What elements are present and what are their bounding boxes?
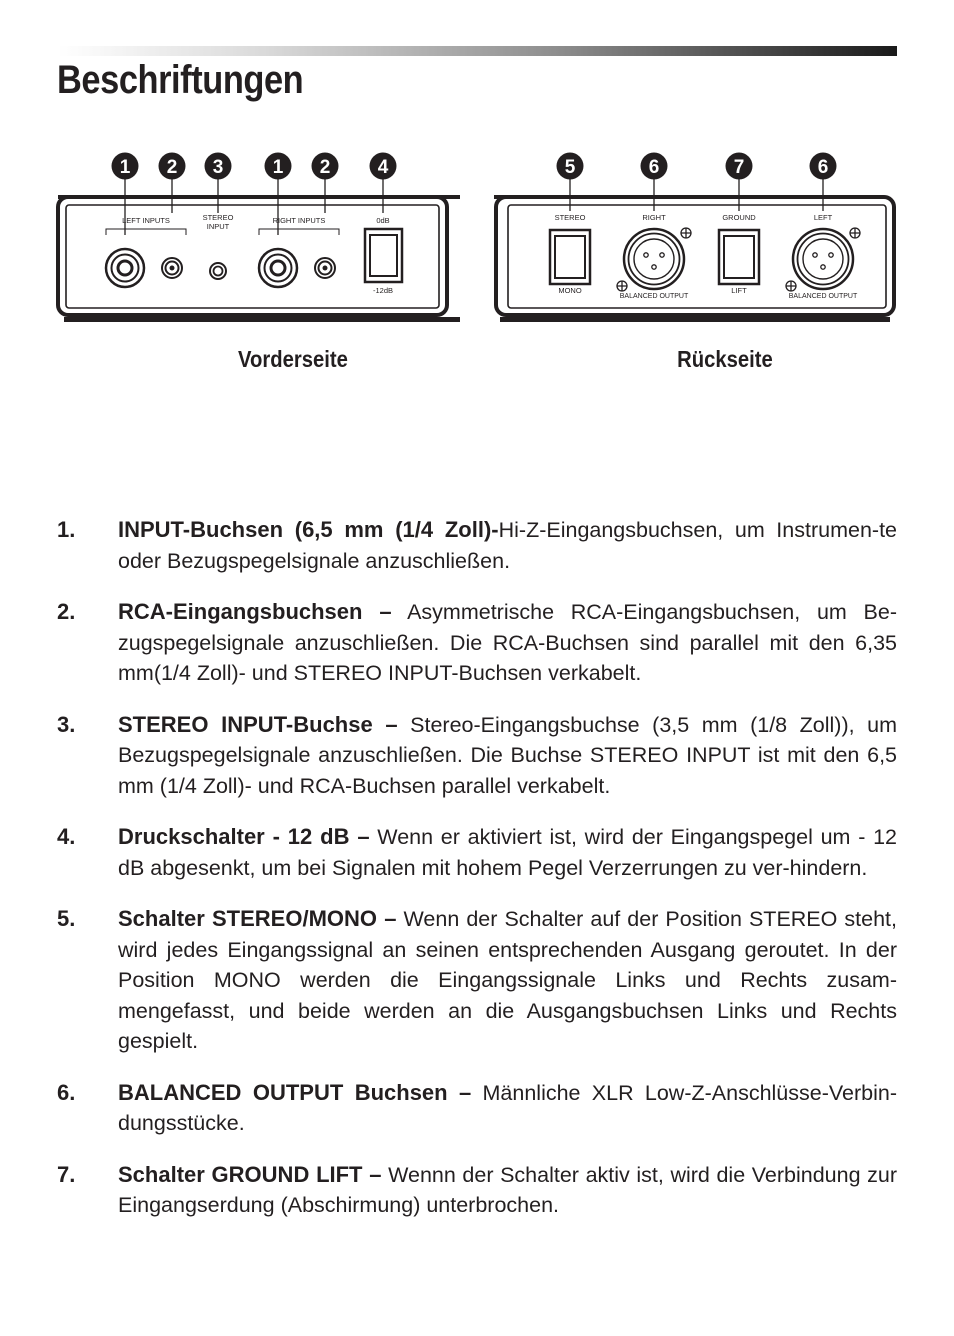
- marker-label: 4: [377, 157, 389, 178]
- marker-label: 3: [212, 157, 224, 178]
- item-lead: Schalter GROUND LIFT –: [118, 1161, 382, 1187]
- marker-6-left: [810, 153, 837, 212]
- label-minus-12db: -12dB: [372, 286, 394, 295]
- rear-panel-diagram: [488, 145, 902, 325]
- list-item: [57, 597, 897, 689]
- marker-label: 5: [564, 157, 576, 178]
- marker-7: [726, 153, 753, 212]
- stereo-mono-switch-icon: [550, 230, 590, 284]
- marker-label: 2: [166, 157, 178, 178]
- label-stereo: STEREO: [554, 213, 586, 222]
- item-body: [118, 1160, 897, 1221]
- label-left: LEFT: [813, 213, 833, 222]
- label-mono: MONO: [558, 286, 582, 295]
- xlr-connector-icon: [786, 228, 860, 291]
- list-item: [57, 904, 897, 1057]
- item-number: 1.: [57, 517, 76, 542]
- item-body: [118, 515, 897, 576]
- label-balanced-output-right: BALANCED OUTPUT: [619, 293, 689, 300]
- rear-caption: Rückseite: [677, 346, 773, 372]
- ground-lift-switch-icon: [719, 230, 759, 284]
- list-item: [57, 822, 897, 883]
- label-balanced-output-left: BALANCED OUTPUT: [788, 293, 858, 300]
- mini-jack-icon: [210, 263, 226, 279]
- marker-2-right: [312, 153, 339, 214]
- item-text: Hi-Z-Eingangsbuchsen, um Instrumen-te oder Bezugspegelsignale anzuschließen.: [118, 518, 897, 573]
- rear-markers: [557, 153, 837, 212]
- item-lead: Schalter STEREO/MONO –: [118, 906, 397, 931]
- rca-jack-icon: [162, 258, 182, 278]
- marker-label: 6: [817, 157, 829, 178]
- item-lead: BALANCED OUTPUT Buchsen –: [118, 1079, 472, 1105]
- item-text: Wenn er aktiviert ist, wird der Eingangspegel um - 12 dB abgesenkt, um bei Signalen mit hohem Pegel Verzerrungen zu ver-hindern.: [118, 825, 898, 880]
- marker-label: 2: [319, 157, 331, 178]
- label-left-inputs: LEFT INPUTS: [122, 216, 170, 225]
- item-number: 5.: [57, 906, 76, 931]
- marker-label: 1: [119, 157, 131, 178]
- item-text: Asymmetrische RCA-Eingangsbuchsen, um Be-zugspegelsignale anzuschließen. Die RCA-Buchsen sind parallel mit den 6,35 mm(1/4 Zoll)- und STEREO INPUT-Buchsen verkabelt.: [118, 600, 897, 685]
- item-lead: INPUT-Buchsen (6,5 mm (1/4 Zoll)-: [118, 517, 499, 542]
- front-caption: Vorderseite: [238, 346, 348, 372]
- marker-3: [205, 153, 232, 214]
- item-number: 3.: [57, 711, 76, 737]
- item-body: [118, 597, 897, 689]
- marker-4: [370, 153, 397, 214]
- label-right-inputs: RIGHT INPUTS: [272, 216, 326, 225]
- item-text: Wennn der Schalter aktiv ist, wird die Verbindung zur Eingangserdung (Abschirmung) unterbrochen.: [118, 1162, 898, 1217]
- marker-5: [557, 153, 584, 212]
- xlr-connector-icon: [617, 228, 691, 291]
- marker-6-right: [641, 153, 668, 212]
- item-number: 6.: [57, 1079, 76, 1105]
- marker-label: 1: [272, 157, 284, 178]
- push-switch-icon: [365, 229, 402, 282]
- label-input: INPUT: [206, 222, 230, 231]
- rca-jack-icon: [315, 258, 335, 278]
- label-stereo: STEREO: [202, 213, 234, 222]
- item-number: 7.: [57, 1161, 76, 1187]
- marker-label: 7: [733, 157, 745, 178]
- marker-2-left: [159, 153, 186, 214]
- item-body: [118, 710, 897, 802]
- page-title: Beschriftungen: [57, 58, 304, 102]
- jack-icon: [106, 249, 144, 287]
- description-list: [57, 515, 897, 1242]
- item-text: Wenn der Schalter auf der Position STEREO steht, wird jedes Eingangssignal an seinen entsprechenden Ausgang geroutet. In der Position MONO werden die Eingangssignale Links und Rechts zusam-mengefasst, und beide werden an die Ausgangsbuchsen Links und Rechts gespielt.: [118, 907, 898, 1053]
- label-0db: 0dB: [376, 216, 390, 225]
- item-lead: RCA-Eingangsbuchsen –: [118, 599, 392, 624]
- item-lead: Druckschalter - 12 dB –: [118, 824, 370, 849]
- front-panel-diagram: [50, 145, 465, 325]
- list-item: [57, 710, 897, 802]
- jack-icon: [259, 249, 297, 287]
- item-lead: STEREO INPUT-Buchse –: [118, 711, 398, 737]
- item-text: Männliche XLR Low-Z-Anschlüsse-Verbin-dungsstücke.: [118, 1080, 897, 1135]
- list-item: [57, 1160, 897, 1221]
- item-body: [118, 904, 897, 1057]
- item-number: 4.: [57, 824, 76, 849]
- list-item: [57, 1078, 897, 1139]
- item-body: [118, 1078, 897, 1139]
- list-item: [57, 515, 897, 576]
- item-text: Stereo-Eingangsbuchse (3,5 mm (1/8 Zoll)), um Bezugspegelsignale anzuschließen. Die Buchse STEREO INPUT ist mit den 6,5 mm (1/4 Zoll)- und RCA-Buchsen parallel verkabelt.: [118, 712, 897, 798]
- label-lift: LIFT: [731, 286, 747, 295]
- header-gradient-rule: [58, 46, 897, 56]
- item-body: [118, 822, 897, 883]
- label-right: RIGHT: [642, 213, 666, 222]
- label-ground: GROUND: [722, 213, 756, 222]
- marker-label: 6: [648, 157, 660, 178]
- item-number: 2.: [57, 599, 76, 624]
